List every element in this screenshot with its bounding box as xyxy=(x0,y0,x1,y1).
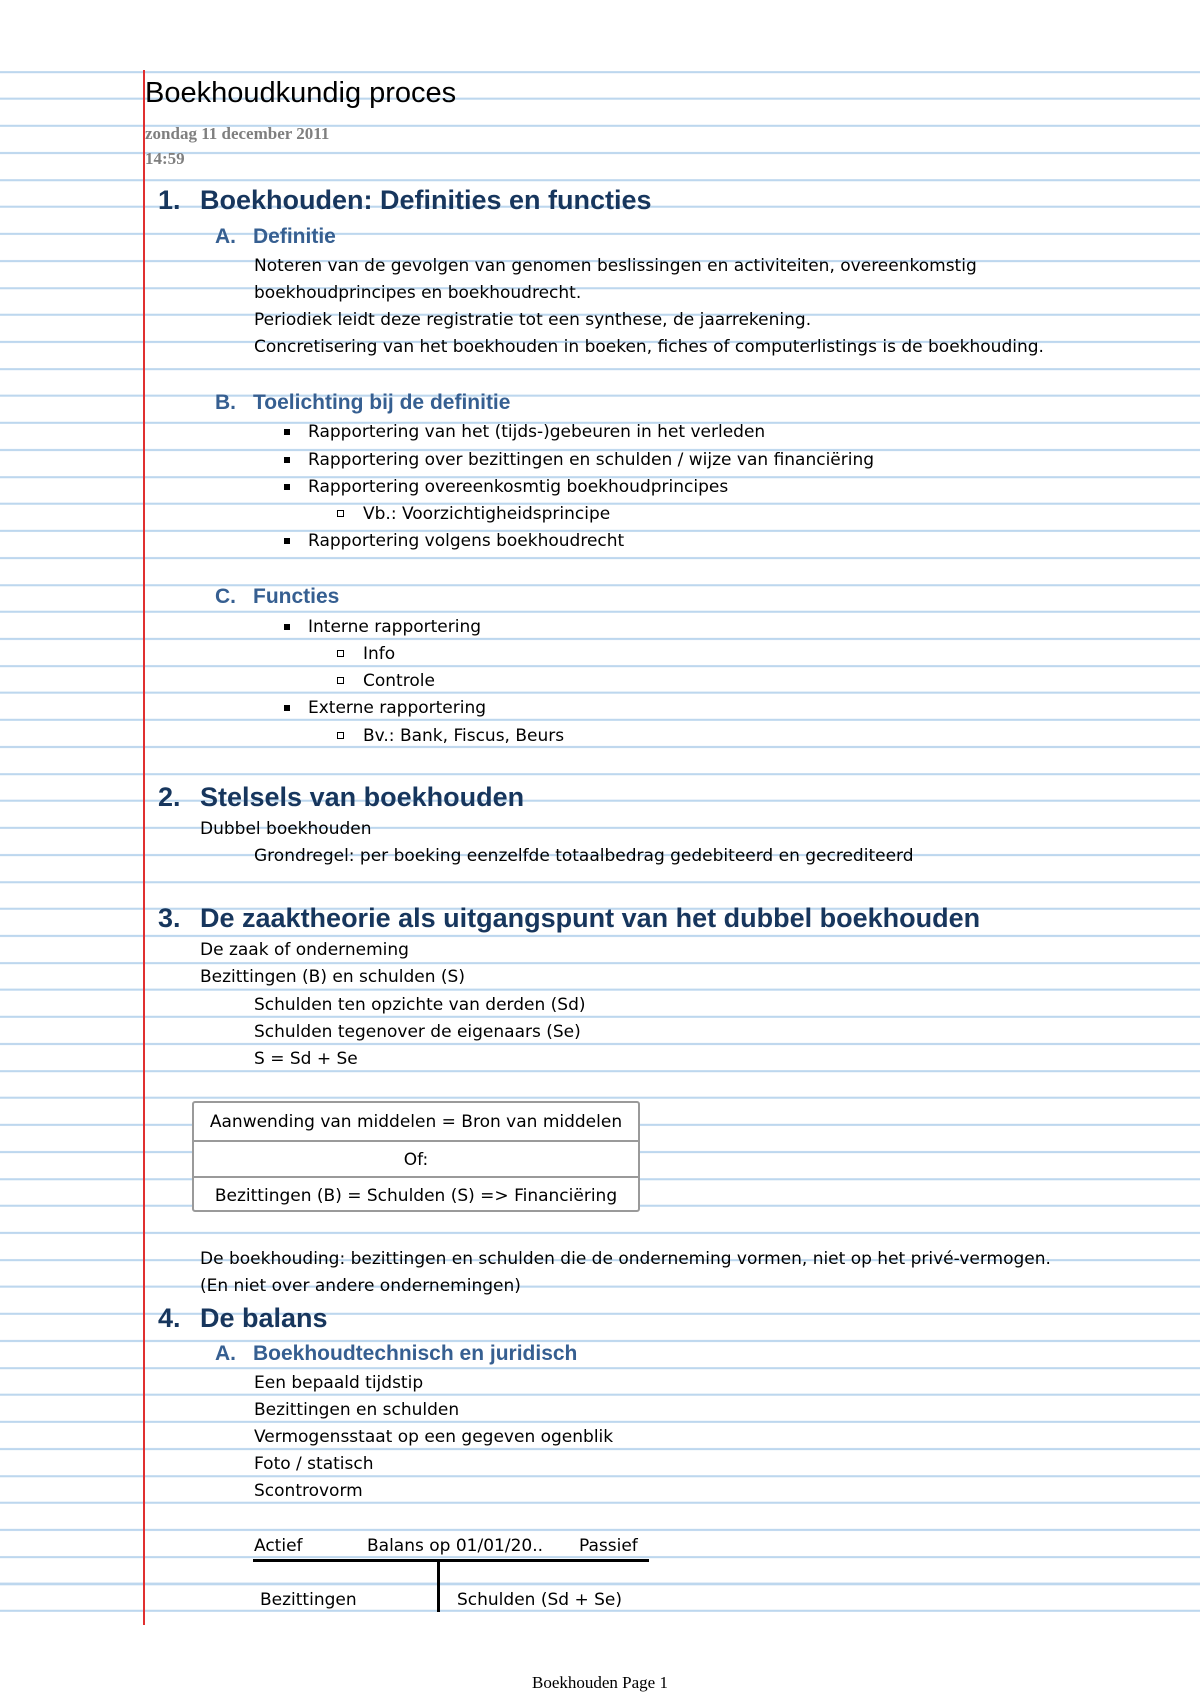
balans-divider xyxy=(437,1562,440,1612)
formula-line: Aanwending van middelen = Bron van middelen xyxy=(209,1112,623,1132)
sub-bullet-item: Bv.: Bank, Fiscus, Beurs xyxy=(363,726,565,746)
text-line: Vermogensstaat op een gegeven ogenblik xyxy=(254,1427,614,1447)
text-line: Scontrovorm xyxy=(254,1481,363,1501)
balans-header-passief: Passief xyxy=(579,1536,638,1556)
sub-bullet-item: Controle xyxy=(363,671,435,691)
sub-bullet-item: Vb.: Voorzichtigheidsprincipe xyxy=(363,504,611,524)
balans-cell-bezittingen: Bezittingen xyxy=(260,1590,357,1610)
text-line: Dubbel boekhouden xyxy=(200,819,372,839)
text-line: boekhoudprincipes en boekhoudrecht. xyxy=(254,283,582,303)
bullet-item: Rapportering van het (tijds-)gebeuren in het verleden xyxy=(308,422,766,442)
formula-divider xyxy=(194,1140,638,1142)
text-line: Foto / statisch xyxy=(254,1454,374,1474)
section-heading-4: 4. De balans xyxy=(158,1303,328,1333)
text-line: Grondregel: per boeking eenzelfde totaalbedrag gedebiteerd en gecrediteerd xyxy=(254,846,914,866)
section-heading-3: 3. De zaaktheorie als uitgangspunt van het dubbel boekhouden xyxy=(158,903,981,933)
page-footer: Boekhouden Page 1 xyxy=(532,1673,668,1692)
sub-bullet-item: Info xyxy=(363,644,396,664)
subsection-heading-1b: B. Toelichting bij de definitie xyxy=(215,391,511,414)
text-line: (En niet over andere ondernemingen) xyxy=(200,1276,521,1296)
text-line: Noteren van de gevolgen van genomen beslissingen en activiteiten, overeenkomstig xyxy=(254,256,977,276)
page-title: Boekhoudkundig proces xyxy=(145,77,457,109)
balans-top-rule xyxy=(253,1559,649,1562)
bullet-item: Externe rapportering xyxy=(308,698,487,718)
subsection-heading-1c: C. Functies xyxy=(215,585,340,608)
text-line: Bezittingen (B) en schulden (S) xyxy=(200,967,465,987)
bullet-item: Rapportering over bezittingen en schulden / wijze van financiëring xyxy=(308,450,875,470)
subsection-heading-4a: A. Boekhoudtechnisch en juridisch xyxy=(215,1342,578,1365)
balans-header-title: Balans op 01/01/20.. xyxy=(367,1536,544,1556)
balans-header-actief: Actief xyxy=(254,1536,303,1556)
page-top-margin xyxy=(0,0,1200,64)
page-time: 14:59 xyxy=(145,149,185,168)
bullet-item: Rapportering overeenkosmtig boekhoudprincipes xyxy=(308,477,729,497)
text-line: Een bepaald tijdstip xyxy=(254,1373,424,1393)
formula-line: Of: xyxy=(403,1150,429,1170)
notebook-margin-line xyxy=(143,70,145,1625)
text-line: Bezittingen en schulden xyxy=(254,1400,460,1420)
page-date: zondag 11 december 2011 xyxy=(145,124,330,143)
subsection-heading-1a: A. Definitie xyxy=(215,225,336,248)
text-line: Schulden tegenover de eigenaars (Se) xyxy=(254,1022,581,1042)
formula-line: Bezittingen (B) = Schulden (S) => Financiëring xyxy=(214,1186,618,1206)
formula-box xyxy=(192,1101,640,1212)
text-line: De zaak of onderneming xyxy=(200,940,409,960)
formula-divider xyxy=(194,1176,638,1178)
text-line: De boekhouding: bezittingen en schulden die de onderneming vormen, niet op het privé-vermogen. xyxy=(200,1249,1051,1269)
text-line: Concretisering van het boekhouden in boeken, fiches of computerlistings is de boekhouding. xyxy=(254,337,1044,357)
section-heading-1: 1. Boekhouden: Definities en functies xyxy=(158,185,652,215)
text-line: Schulden ten opzichte van derden (Sd) xyxy=(254,995,586,1015)
section-heading-2: 2. Stelsels van boekhouden xyxy=(158,782,525,812)
bullet-item: Interne rapportering xyxy=(308,617,482,637)
balans-cell-schulden: Schulden (Sd + Se) xyxy=(457,1590,622,1610)
text-line: S = Sd + Se xyxy=(254,1049,358,1069)
text-line: Periodiek leidt deze registratie tot een synthese, de jaarrekening. xyxy=(254,310,812,330)
bullet-item: Rapportering volgens boekhoudrecht xyxy=(308,531,625,551)
